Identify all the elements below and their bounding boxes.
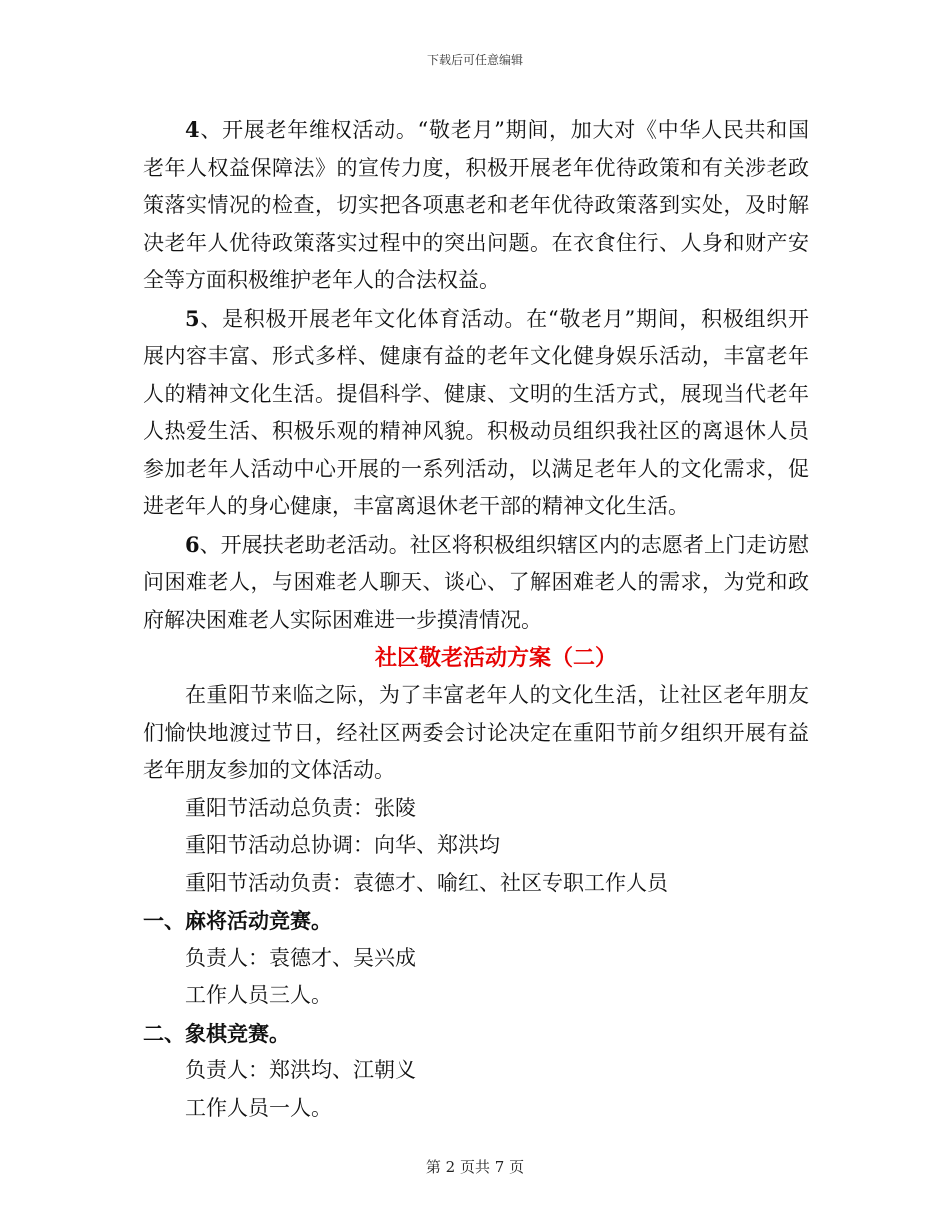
item-heading-mahjong: 一、麻将活动竞赛。	[143, 908, 332, 933]
section-title: 社区敬老活动方案（二）	[374, 645, 617, 671]
role-responsible: 重阳节活动负责：袁德才、喻红、社区专职工作人员	[185, 870, 668, 895]
intro-paragraph: 在重阳节来临之际，为了丰富老年人的文化生活，让社区老年朋友们愉快地渡过节日，经社区两委会讨论决定在重阳节前夕组织开展有益老年朋友参加的文体活动。	[143, 683, 809, 782]
paragraph-item-6	[143, 526, 809, 640]
item-heading-chess: 二、象棋竞赛。	[143, 1020, 290, 1046]
document-body	[143, 111, 809, 1127]
paragraph-item-4	[143, 111, 809, 300]
item-staff-mahjong: 工作人员三人。	[185, 983, 332, 1007]
paragraph-text: 、开展扶老助老活动。社区将积极组织辖区内的志愿者上门走访慰问困难老人，与困难老人聊天、谈心、了解困难老人的需求，为党和政府解决困难老人实际困难进一步摸清情况。	[143, 532, 809, 632]
paragraph-text: 、开展老年维权活动。“敬老月”期间，加大对《中华人民共和国老年人权益保障法》的宣传力度，积极开展老年优待政策和有关涉老政策落实情况的检查，切实把各项惠老和老年优待政策落到实处，及时解决老年人优待政策落实过程中的突出问题。在衣食住行、人身和财产安全等方面积极维护老年人的合法权益。	[143, 118, 809, 292]
page-footer: 第 2 页共 7 页	[425, 1158, 525, 1176]
item-leader-mahjong: 负责人：袁德才、吴兴成	[185, 945, 416, 970]
paragraph-text: 、是积极开展老年文化体育活动。在“敬老月”期间，积极组织开展内容丰富、形式多样、健康有益的老年文化健身娱乐活动，丰富老年人的精神文化生活。提倡科学、健康、文明的生活方式，展现当代老年人热爱生活、积极乐观的精神风貌。积极动员组织我社区的离退休人员参加老年人活动中心开展的一系列活动，以满足老年人的文化需求，促进老年人的身心健康，丰富离退休老干部的精神文化生活。	[143, 306, 809, 518]
page-header: 下载后可任意编辑	[426, 53, 523, 67]
paragraph-item-5	[143, 300, 809, 526]
paragraph-number: 4	[185, 117, 200, 142]
item-leader-chess: 负责人：郑洪均、江朝义	[185, 1058, 416, 1082]
role-chief: 重阳节活动总负责：张陵	[185, 795, 416, 820]
role-coordinator: 重阳节活动总协调：向华、郑洪均	[185, 833, 500, 857]
item-staff-chess: 工作人员一人。	[185, 1095, 332, 1120]
paragraph-number: 5	[185, 305, 200, 331]
paragraph-number: 6	[185, 531, 200, 557]
